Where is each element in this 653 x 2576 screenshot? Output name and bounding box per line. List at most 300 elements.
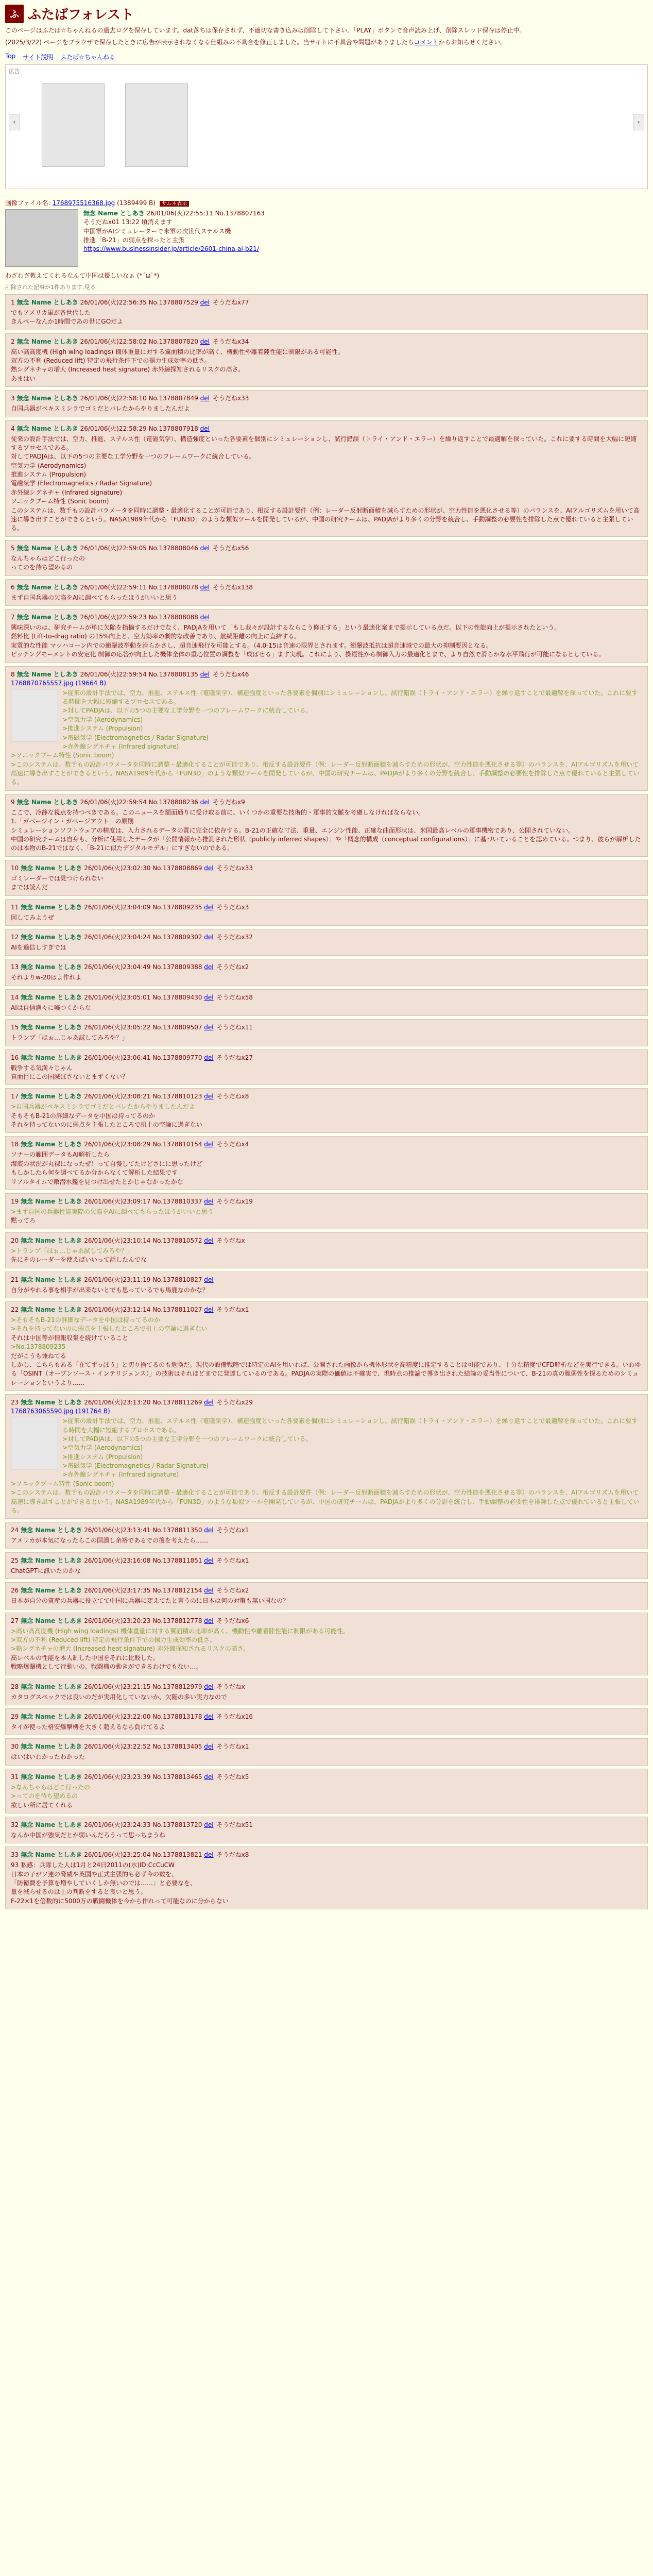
op-file-info — [5, 198, 648, 207]
reply-sodane[interactable]: そうだねx8 — [216, 1851, 249, 1859]
reply-header — [11, 1398, 642, 1406]
reply-del-link[interactable]: del — [204, 963, 214, 971]
reply-sodane[interactable]: そうだねx4 — [216, 1141, 249, 1148]
chevron-left-icon[interactable]: ‹ — [9, 114, 20, 130]
reply-body — [11, 1783, 642, 1810]
reply-post — [5, 420, 648, 537]
reply-body — [11, 1753, 642, 1761]
reply-body-line: 双方の不利 (Reduced lift) 特定の飛行条件下での揚力生成効率の低さ。 — [11, 357, 211, 364]
reply-date: 26/01/06(火)23:12:14 No.1378811027 — [82, 1306, 204, 1313]
reply-name: 無念 Name としあき — [21, 1399, 82, 1406]
reply-body — [11, 1723, 642, 1732]
op-body-line-1: 中国軍がAIシミュレーターで米軍の次世代ステルス機 — [83, 227, 231, 235]
reply-post — [5, 1817, 648, 1843]
reply-name: 無念 Name としあき — [21, 1713, 82, 1720]
reply-index: 8 — [11, 670, 15, 678]
reply-post — [5, 1769, 648, 1814]
reply-post — [5, 1193, 648, 1229]
reply-sodane[interactable]: そうだねx77 — [213, 298, 249, 306]
reply-index: 33 — [11, 1851, 19, 1859]
reply-date: 26/01/06(火)23:25:04 No.1378813821 — [82, 1851, 204, 1859]
nav-about[interactable]: サイト説明 — [23, 53, 54, 61]
reply-name: 無念 Name としあき — [16, 670, 78, 678]
reply-body — [11, 1567, 642, 1575]
reply-body-line: 対してPADJAは、以下の5つの主要な工学分野を一つのフレームワークに統合している。 — [11, 453, 255, 461]
reply-del-link[interactable]: del — [200, 613, 210, 621]
reply-body-line: 自国兵器がペキスミシラでゴミだとバレたからやりましたんだよ — [11, 405, 190, 413]
reply-name: 無念 Name としあき — [16, 544, 78, 552]
reply-post — [5, 1394, 648, 1519]
reply-body-line: 真面目にこの国滅ぼさないとまずくない？ — [11, 1073, 129, 1080]
op-followup: わざわざ教えてくれるなんて中国は優しいなぁ (*´ω`*) — [5, 272, 160, 279]
intro-line-2-text: (2025/3/22) ページをブラウザで保存したときに広告が表示されなくなる仕組みの不具合を修正しました。当サイトに不具合や問題がありましたら — [5, 39, 414, 46]
reply-header — [11, 1305, 642, 1314]
reply-body — [11, 554, 642, 572]
ad-thumb-2[interactable] — [125, 83, 188, 167]
reply-body-line: >自国兵器がペキスミシラでゴミだとバレたからやりましたんだよ — [11, 1103, 195, 1111]
reply-del-link[interactable]: del — [204, 1399, 214, 1406]
reply-post — [5, 1708, 648, 1735]
reply-body-line: 空気力学 (Aerodynamics) — [11, 462, 87, 469]
reply-sodane[interactable]: そうだねx2 — [216, 1587, 249, 1595]
reply-body-line: >空気力学 (Aerodynamics) — [62, 716, 143, 723]
reply-header — [11, 1197, 642, 1206]
reply-sodane[interactable]: そうだねx3 — [216, 903, 249, 911]
reply-header — [11, 1682, 642, 1691]
reply-post — [5, 1679, 648, 1705]
reply-date: 26/01/06(火)23:17:35 No.1378812154 — [82, 1587, 204, 1595]
reply-body-line: あまはい — [11, 375, 36, 382]
reply-sodane[interactable]: そうだねx5 — [216, 1773, 249, 1781]
reply-body-line: タイが使った格安爆撃機を大きく超えるなら負けてるよ — [11, 1723, 165, 1731]
reply-body-line: ピッチングモーメントの安定化 制御の応答が向上した機体全体の重心位置の調整を「成ばせる」ます実現。これにより、操縦性から制御入力の最適化とまで、より自然で滑らかな水平飛行が可能になるとしている。 — [11, 651, 605, 658]
reply-body — [11, 404, 642, 413]
reply-date: 26/01/06(火)23:13:41 No.1378811350 — [82, 1527, 204, 1534]
reply-body-line: >ソニックブーム特性 (Sonic boom) — [11, 752, 114, 759]
reply-body-line: そもそもB-21の詳細なデータを中国は持ってるのか — [11, 1112, 155, 1120]
reply-del-link[interactable]: del — [204, 1773, 214, 1781]
reply-body-line: このシステムは、数千もの設計パラメータを同時に調整・最適化することが可能であり、相反する設計要件（例：レーダー反射断面積を減らすための形状が、空力性能を悪化させる等）のバランスを、AIアルゴリズムを用いて高速に導き出すことができるという。NASA1989年代から「FUN3D」のような類似ツールを開発しているが、中国の研究チームは、PADJAがより多くの分野を統合し、手動調整の必要性を排除した点で優れていると主張している。 — [11, 506, 640, 532]
reply-index: 30 — [11, 1743, 19, 1751]
reply-body — [11, 913, 642, 922]
reply-body-line: AIを過信しすぎでは — [11, 943, 66, 951]
reply-name: 無念 Name としあき — [21, 1093, 82, 1100]
ad-carousel — [5, 64, 648, 189]
reply-index: 3 — [11, 395, 15, 402]
reply-body-line: 日本が自分の資産の兵器に役立てて中国に兵器に変えてたと言うのに日本は何の対策も無い国なの？ — [11, 1597, 289, 1605]
reply-post — [5, 989, 648, 1016]
reply-sodane[interactable]: そうだねx — [216, 1683, 245, 1690]
reply-post — [5, 390, 648, 417]
reply-header — [11, 1586, 642, 1595]
reply-sodane[interactable]: そうだねx46 — [213, 670, 249, 678]
reply-del-link[interactable]: del — [204, 1306, 214, 1313]
reply-header — [11, 1712, 642, 1721]
reply-del-link[interactable]: del — [200, 298, 210, 306]
reply-name: 無念 Name としあき — [21, 1198, 82, 1206]
nav-futaba[interactable]: ふたば☆ちゃんねる — [60, 53, 116, 61]
reply-post — [5, 1552, 648, 1579]
reply-del-link[interactable]: del — [204, 1093, 214, 1100]
reply-body — [11, 309, 642, 327]
reply-sodane[interactable]: そうだねx34 — [213, 337, 249, 345]
reply-del-link[interactable]: del — [200, 798, 210, 806]
reply-name: 無念 Name としあき — [21, 1773, 82, 1781]
reply-del-link[interactable]: del — [204, 1587, 214, 1595]
reply-name: 無念 Name としあき — [21, 963, 82, 971]
reply-body — [11, 348, 642, 384]
op-date: 26/01/06(火)22:55:11 No.1378807163 — [146, 209, 265, 217]
reply-del-link[interactable]: del — [204, 1851, 214, 1859]
reply-header — [11, 1023, 642, 1031]
reply-sodane[interactable]: そうだねx6 — [216, 1617, 249, 1624]
reply-sodane[interactable]: そうだねx16 — [216, 1713, 253, 1720]
op-name: 無念 Name — [83, 209, 118, 217]
op-file-size: (1389499 B) — [117, 199, 156, 207]
op-sodane[interactable]: そうだねx01 — [83, 218, 120, 226]
reply-header — [11, 670, 642, 679]
reply-date: 26/01/06(火)23:04:49 No.1378809388 — [82, 963, 204, 971]
reply-date: 26/01/06(火)23:23:39 No.1378813465 — [82, 1773, 204, 1781]
reply-date: 26/01/06(火)23:20:23 No.1378812778 — [82, 1617, 204, 1624]
site-title[interactable]: ふたばフォレスト — [28, 7, 134, 23]
reply-del-link[interactable]: del — [200, 670, 210, 678]
reply-header — [11, 1616, 642, 1625]
reply-del-link[interactable]: del — [204, 1198, 214, 1206]
reply-body-line: きんべーなんか1時間であの世にGOだよ — [11, 318, 124, 326]
reply-body-line: ソニックブーム特性 (Sonic boom) — [11, 498, 109, 505]
reply-date: 26/01/06(火)23:06:41 No.1378809770 — [82, 1054, 204, 1061]
reply-date: 26/01/06(火)22:59:54 No.1378808236 — [78, 798, 200, 806]
reply-date: 26/01/06(火)23:16:08 No.1378811851 — [82, 1556, 204, 1564]
reply-body-line: >このシステムは、数千もの設計パラメータを同時に調整・最適化することが可能であり、相反する設計要件（例：レーダー反射断面積を減らすための形状が、空力性能を悪化させる等）のバランスを、AIアルゴリズムを用いて高速に導き出すことができるという。NASA1989年代から「FUN3D」のような類似ツールを開発しているが、中国の研究チームは、PADJAがより多くの分野を統合し、手動調整の必要性を排除した点で優れていると主張している。 — [11, 1489, 640, 1515]
reply-body-line: >ソニックブーム特性 (Sonic boom) — [11, 1480, 114, 1487]
reply-body-line: >それを持ってないのに弱点を主張したところで机上の空論に過ぎない — [11, 1325, 208, 1333]
op-file-link[interactable]: 1768975516368.jpg — [52, 199, 115, 207]
reply-name: 無念 Name としあき — [16, 798, 78, 806]
reply-post — [5, 1846, 648, 1909]
reply-date: 26/01/06(火)22:59:54 No.1378808135 — [78, 670, 200, 678]
reply-body-line: ゴミレーダーでは見つけられない — [11, 874, 104, 882]
reply-name: 無念 Name としあき — [21, 903, 82, 911]
reply-body-line: >電磁気学 (Electromagnetics / Radar Signature) — [62, 734, 209, 741]
reply-body-line: 戦略爆撃機として行動いの。戦闘機の動きができるわけでもない…。 — [11, 1663, 202, 1671]
reply-del-link[interactable]: del — [204, 1683, 214, 1690]
reply-body — [11, 1103, 642, 1129]
reply-index: 1 — [11, 298, 15, 306]
reply-sodane[interactable]: そうだねx56 — [213, 544, 249, 552]
reply-index: 19 — [11, 1198, 19, 1206]
reply-image[interactable] — [11, 689, 58, 741]
reply-body-line: ここで、冷静な視点を持つべきである。このニュースを額面通りに受け取る前に、いくつかの重要な技術的・軍事的文脈を考慮しなければならない。 — [11, 808, 425, 816]
reply-del-link[interactable]: del — [204, 993, 214, 1001]
chevron-right-icon[interactable]: › — [633, 114, 644, 130]
reply-header — [11, 863, 642, 872]
reply-sodane[interactable]: そうだねx51 — [216, 1821, 253, 1828]
reply-date: 26/01/06(火)22:59:11 No.1378808078 — [78, 583, 200, 591]
reply-header — [11, 1772, 642, 1781]
reply-date: 26/01/06(火)23:13:20 No.1378811269 — [82, 1399, 204, 1406]
reply-date: 26/01/06(火)23:05:22 No.1378809507 — [82, 1024, 204, 1031]
op-body-line-2: 推進「B-21」の弱点を探ったと主張 — [83, 236, 184, 244]
reply-body-line: トランプ「ほぉ…じゃあ試してみろや？」 — [11, 1034, 129, 1042]
reply-body-line: >対してPADJAは、以下の5つの主要な工学分野を一つのフレームワークに統合している。 — [62, 1435, 312, 1443]
reply-body-line: AIは自信満々に嘘つくからな — [11, 1004, 91, 1011]
reply-name: 無念 Name としあき — [16, 583, 78, 591]
reply-index: 25 — [11, 1556, 19, 1564]
reply-post — [5, 1613, 648, 1675]
site-logo[interactable]: ふ — [5, 5, 24, 23]
reply-sodane[interactable]: そうだねx33 — [216, 864, 253, 872]
reply-header — [11, 583, 642, 591]
reply-header — [11, 1092, 642, 1100]
reply-name: 無念 Name としあき — [21, 1141, 82, 1148]
reply-body — [11, 1208, 642, 1226]
reply-index: 28 — [11, 1683, 19, 1690]
reply-body-line: 赤外線シグネチャ (Infrared signature) — [11, 488, 123, 496]
reply-index: 32 — [11, 1821, 19, 1828]
reply-date: 26/01/06(火)22:56:35 No.1378807529 — [78, 298, 200, 306]
reply-del-link[interactable]: del — [204, 1743, 214, 1751]
reply-sodane[interactable]: そうだねx33 — [213, 395, 249, 402]
reply-header — [11, 1236, 642, 1245]
reply-sodane[interactable]: そうだねx1 — [216, 1527, 249, 1534]
reply-name: 無念 Name としあき — [21, 1587, 82, 1595]
reply-post — [5, 1232, 648, 1268]
reply-sodane[interactable]: そうだねx — [216, 1236, 245, 1244]
site-header — [5, 4, 648, 23]
op-expire: 13:22 頃消えます — [122, 218, 173, 226]
reply-body-line: 中国の研究チームは自身も、分析に使用したデータが「公開情報から推測された形状（publicly inferred shapes）」や「概念的構成（conceptual configurations）」に基づいていることを認めている。つまり、彼らが解析したのは本物のB-21ではなく、「B-21に似たデジタルモデル」にすぎないのである。 — [11, 836, 641, 852]
op-image[interactable] — [5, 209, 78, 267]
reply-name: 無念 Name としあき — [21, 1851, 82, 1859]
reply-index: 24 — [11, 1527, 19, 1534]
reply-sodane[interactable]: そうだねx58 — [216, 993, 253, 1001]
reply-del-link[interactable]: del — [204, 1527, 214, 1534]
reply-del-link[interactable]: del — [204, 933, 214, 941]
reply-post — [5, 929, 648, 956]
reply-name: 無念 Name としあき — [21, 1743, 82, 1751]
reply-sodane[interactable]: そうだねx19 — [216, 1198, 253, 1206]
reply-body-line: 先にそのレーダーを使えばいいって話したんでな — [11, 1256, 147, 1264]
reply-body-line: 「防衛費を予算を増やしていくしか無いのでは……」と必要なを、 — [11, 1879, 197, 1887]
reply-del-link[interactable]: del — [204, 864, 214, 872]
reply-sodane[interactable]: そうだねx27 — [216, 1054, 253, 1061]
reply-index: 2 — [11, 337, 15, 345]
reply-header — [11, 298, 642, 307]
reply-index: 26 — [11, 1587, 19, 1595]
intro-line-2-tail: からお知らせください。 — [438, 39, 507, 46]
reply-body-line: なんちゃらはどこ行ったの — [11, 554, 85, 562]
reply-name: 無念 Name としあき — [21, 1617, 82, 1624]
reply-index: 15 — [11, 1024, 19, 1031]
reply-body-line: 93 私感：兵隊した人は1月と24日2011の(水)ID:CcCuCW — [11, 1861, 175, 1869]
reply-name: 無念 Name としあき — [21, 1527, 82, 1534]
reply-post — [5, 1272, 648, 1298]
reply-index: 7 — [11, 613, 15, 621]
reply-name: 無念 Name としあき — [21, 1236, 82, 1244]
thread — [5, 198, 648, 1909]
reply-del-link[interactable]: del — [200, 425, 210, 432]
reply-del-link[interactable]: del — [204, 1236, 214, 1244]
reply-file-link[interactable]: 1768763065590.jpg (191764 B) — [11, 1408, 110, 1415]
reply-sodane[interactable]: そうだねx29 — [216, 1399, 253, 1406]
reply-header — [11, 1275, 642, 1284]
reply-body-line: アメリカが本気になったらこの国潰し余裕であるでの後を考えたら…… — [11, 1537, 209, 1545]
reply-header — [11, 1526, 642, 1534]
comment-link[interactable]: コメント — [414, 39, 439, 46]
reply-post — [5, 959, 648, 986]
reply-del-link[interactable]: del — [204, 1556, 214, 1564]
reply-body-line: 燃料比 (Lift-to-drag ratio) の15%向上と、空力効率の劇的な改善であり、航続距離の向上に直結する。 — [11, 633, 301, 640]
reply-post — [5, 1136, 648, 1190]
reply-post — [5, 1019, 648, 1046]
reply-del-link[interactable]: del — [200, 583, 210, 591]
nav-top[interactable]: Top — [5, 52, 16, 60]
reply-body-line: ソナーの範囲データもAI解析したら — [11, 1151, 110, 1159]
reply-body-line: >推進システム (Propulsion) — [62, 1453, 143, 1461]
reply-date: 26/01/06(火)23:11:19 No.1378810827 — [82, 1276, 204, 1283]
reply-body — [11, 1417, 642, 1515]
reply-del-link[interactable]: del — [204, 1141, 214, 1148]
reply-name: 無念 Name としあき — [21, 993, 82, 1001]
reply-del-link[interactable]: del — [204, 1821, 214, 1828]
reply-date: 26/01/06(火)23:24:33 No.1378813720 — [82, 1821, 204, 1828]
reply-body — [11, 1597, 642, 1605]
reply-del-link[interactable]: del — [200, 395, 210, 402]
reply-date: 26/01/06(火)23:09:17 No.1378810337 — [82, 1198, 204, 1206]
reply-body-line: >高い高高度機 (High wing loadings) 機体重量に対する翼面積の比率が高く、機動性や離着陸性能に制限がある可能性。 — [11, 1627, 349, 1635]
reply-sodane[interactable]: そうだねx2 — [216, 963, 249, 971]
intro-line-2 — [5, 38, 648, 47]
reply-header — [11, 1820, 642, 1829]
reply-body-line: カタログスペックでは良いのだが実用化していないか、欠陥の多い実力なので — [11, 1693, 227, 1701]
reply-sodane[interactable]: そうだねx32 — [216, 933, 253, 941]
reply-header — [11, 613, 642, 621]
reply-body — [11, 943, 642, 952]
reply-body — [11, 1316, 642, 1387]
ad-thumb-1[interactable] — [42, 83, 105, 167]
reply-name: 無念 Name としあき — [21, 1024, 82, 1031]
reply-body-line: F-22×1を倍数的に5000万の戦闘機体を今から作れって可能なのに分からない — [11, 1897, 229, 1905]
reply-del-link[interactable]: del — [200, 544, 210, 552]
reply-name: 無念 Name としあき — [16, 337, 78, 345]
reply-body — [11, 1627, 642, 1672]
reply-body — [11, 1861, 642, 1906]
reply-index: 21 — [11, 1276, 19, 1283]
reply-body — [11, 874, 642, 892]
deleted-warning[interactable]: 削除された記事が1件あります.見る — [5, 283, 96, 291]
reply-body-line: >推進システム (Propulsion) — [62, 725, 143, 733]
op-meta — [83, 209, 265, 267]
reply-body-line: だがこうも兼ねてる — [11, 1352, 66, 1360]
reply-name: 無念 Name としあき — [16, 613, 78, 621]
reply-sodane[interactable]: そうだねx1 — [216, 1556, 249, 1564]
reply-sodane[interactable]: そうだねx8 — [216, 1093, 249, 1100]
reply-header — [11, 903, 642, 911]
reply-sodane[interactable]: そうだねx1 — [216, 1306, 249, 1313]
reply-sodane[interactable]: そうだねx138 — [213, 583, 253, 591]
reply-body-line: 実質的な性能 マッハコーン内での衝撃波挙動を滑らかさし、超音速飛行を可能とする。（4.0-15は音速の限界とされます。衝撃波抵抗は超音速域での最大の抑制要因となる。 — [11, 641, 492, 649]
reply-date: 26/01/06(火)23:22:52 No.1378813405 — [82, 1743, 204, 1751]
reply-del-link[interactable]: del — [204, 1713, 214, 1720]
site-intro — [5, 26, 648, 47]
reply-body-line: ってのを待ち望めるの — [11, 564, 73, 571]
reply-body — [11, 1286, 642, 1295]
reply-body-line: それを持ってないのに弱点を主張したところで机上の空論に過ぎない — [11, 1121, 202, 1129]
reply-body-line: 戦争する気満々じゃん — [11, 1064, 73, 1072]
reply-body-line: >まず自国の兵器性能実際の欠陥をAIに調べてもらったほうがいいと思う — [11, 1208, 214, 1216]
reply-name: 無念 Name としあき — [21, 1306, 82, 1313]
reply-header — [11, 424, 642, 433]
reply-del-link[interactable]: del — [204, 1617, 214, 1624]
reply-body — [11, 1004, 642, 1012]
reply-body-line: >No.1378809235 — [11, 1343, 66, 1351]
reply-del-link[interactable]: del — [200, 337, 210, 345]
reply-name: 無念 Name としあき — [16, 298, 78, 306]
reply-body-line: までは読んだ — [11, 884, 48, 891]
reply-sodane[interactable]: そうだねx11 — [216, 1024, 253, 1031]
reply-date: 26/01/06(火)23:02:30 No.1378808869 — [82, 864, 204, 872]
reply-body — [11, 435, 642, 533]
reply-date: 26/01/06(火)23:21:15 No.1378812979 — [82, 1683, 204, 1690]
reply-sodane[interactable]: そうだねx1 — [216, 1743, 249, 1751]
reply-header — [11, 962, 642, 971]
reply-body — [11, 1150, 642, 1187]
reply-body-line: 推進システム (Propulsion) — [11, 471, 87, 479]
reply-del-link[interactable]: del — [204, 1054, 214, 1061]
reply-name: 無念 Name としあき — [21, 1683, 82, 1690]
reply-body-line: それは中国等が情報収集を続けていること — [11, 1334, 129, 1342]
reply-body — [11, 1247, 642, 1265]
reply-body-line: >従来の設計手法では、空力、推進、ステルス性（電磁気学）、構造強度といった各要素を個別にシミュレーションし、試行錯誤（トライ・アンド・エラー）を繰り返すことで最適解を探っていた。これに要する時間を大幅に短縮するプロセスである。 — [62, 689, 638, 705]
op-author: としあき — [119, 209, 145, 217]
reply-post — [5, 609, 648, 663]
reply-post — [5, 579, 648, 606]
reply-image[interactable] — [11, 1417, 58, 1469]
reply-date: 26/01/06(火)22:58:29 No.1378807918 — [78, 425, 200, 432]
reply-name: 無念 Name としあき — [21, 1556, 82, 1564]
reply-del-link[interactable]: del — [204, 903, 214, 911]
reply-sodane[interactable]: そうだねx9 — [213, 798, 245, 806]
reply-body-line: それよりw-20はよ作れよ — [11, 974, 82, 981]
reply-body-line: シミュレーションソフトウェアの精度は、入力されるデータの質に完全に依存する。B-21の正確な寸法、重量、エンジン性能、正確な曲面形状は、米国最高レベルの軍事機密であり、公開されていない。 — [11, 826, 575, 834]
reply-index: 13 — [11, 963, 19, 971]
reply-file-link[interactable]: 1768870765557.jpg (19664 B) — [11, 679, 107, 687]
reply-body-line: もしかしたら何を調べてるか分からなくて解析した結果です — [11, 1169, 178, 1177]
reply-index: 11 — [11, 903, 19, 911]
reply-body-line: >そもそもB-21の詳細なデータを中国は持ってるのか — [11, 1316, 160, 1324]
reply-body-line: 高レベルの性能を本人制した中国をそれに比較した。 — [11, 1654, 160, 1662]
reply-body-line: まず自国兵器の欠陥をAIに調べてもらったほうがいいと思う — [11, 594, 178, 601]
op-post — [5, 209, 648, 267]
op-body-url[interactable]: https://www.businessinsider.jp/article/2601-china-ai-b21/ — [83, 245, 259, 253]
reply-body-line: 興味深いのは、研究チームが単に欠陥を指摘するだけでなく、PADJAを用いて「もし我々が設計するならこう修正する」という最適化案まで提示している点だ。以下の性能向上が提示されたという。 — [11, 623, 561, 631]
reply-del-link[interactable]: del — [204, 1024, 214, 1031]
reply-index: 27 — [11, 1617, 19, 1624]
reply-name: 無念 Name としあき — [21, 1054, 82, 1061]
reply-body-line: リアルタイムで敵潜水艦を見つけ出せたとかじゃなかったかな — [11, 1178, 183, 1185]
reply-post — [5, 540, 648, 576]
reply-index: 29 — [11, 1713, 19, 1720]
reply-name: 無念 Name としあき — [21, 1821, 82, 1828]
reply-post — [5, 666, 648, 791]
op-save-badge[interactable]: サムネ表示 — [160, 201, 190, 207]
reply-body — [11, 1033, 642, 1042]
reply-body-line: >ってのを待ち望めるの — [11, 1792, 78, 1800]
reply-del-link[interactable]: del — [204, 1276, 214, 1283]
reply-body-line: 従来の設計手法では、空力、推進、ステルス性（電磁気学）、構造強度といった各要素を個別にシミュレーションし、試行錯誤（トライ・アンド・エラー）を繰り返すことで最適解を探っていた。これに要する時間を大幅に短縮するプロセスである。 — [11, 435, 637, 451]
